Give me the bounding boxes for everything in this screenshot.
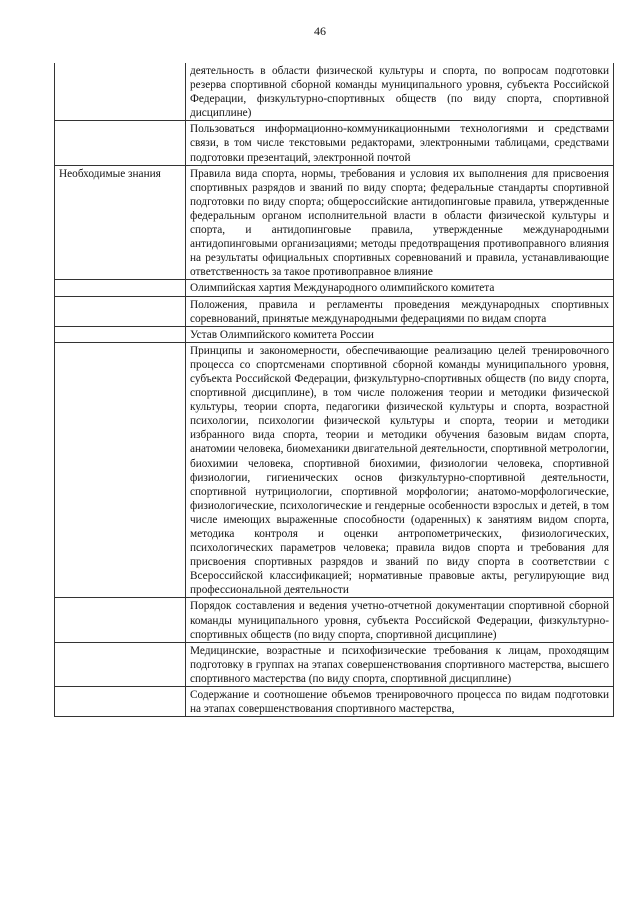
table-row <box>55 642 614 686</box>
row-label <box>55 642 186 686</box>
table-row <box>55 326 614 342</box>
row-label <box>55 63 186 121</box>
row-text: Пользоваться информационно-коммуникационными технологиями и средствами связи, в том числе текстовыми редакторами, электронными таблицами, средствами подготовки презентаций, электронной почтой <box>186 121 614 165</box>
section-label-required-knowledge: Необходимые знания <box>55 165 186 280</box>
row-text: Устав Олимпийского комитета России <box>186 326 614 342</box>
table-row <box>55 121 614 165</box>
table-row <box>55 63 614 121</box>
table-row <box>55 280 614 296</box>
row-text: Порядок составления и ведения учетно-отчетной документации спортивной сборной команды муниципального уровня, субъекта Российской Федерации, физкультурно-спортивных обществ (по виду спорта, спортивной дисциплине) <box>186 598 614 642</box>
row-text: Правила вида спорта, нормы, требования и условия их выполнения для присвоения спортивных разрядов и званий по виду спорта; федеральные стандарты спортивной подготовки по виду спорта; общероссийские антидопинговые правила, утвержденные федеральным органом исполнительной власти в области физической культуры и спорта, и антидопинговые правила, утвержденные международными антидопинговыми организациями; методы предотвращения противоправного влияния на результаты официальных спортивных соревнований и правила, устанавливающие ответственность за такое противоправное влияние <box>186 165 614 280</box>
row-text: Принципы и закономерности, обеспечивающие реализацию целей тренировочного процесса со спортсменами спортивной сборной команды муниципального уровня, субъекта Российской Федерации, физкультурно-спортивных обществ (по виду спорта, спортивной дисциплине), в том числе положения теории и методики физической культуры, теории спорта, педагогики физической культуры и спорта, возрастной психологии, психологии физической культуры и спорта, теории и методики избранного вида спорта, теории и методики обучения базовым видам спорта, анатомии человека, биомеханики двигательной деятельности, спортивной метрологии, биохимии человека, спортивной биохимии, физиологии человека, спортивной физиологии, гигиенических основ физкультурно-спортивной деятельности, спортивной нутрициологии, спортивной морфологии; анатомо-морфологические, физиологические, психологические и гендерные особенности взрослых и детей, в том числе имеющих выраженные способности (одаренных) к занятиям видом спорта, методика контроля и оценки антропометрических, физиологических, психологических параметров человека; правила видов спорта и требования для присвоения спортивных разрядов и званий по виду спорта в соответствии с Всероссийской классификацией; нормативные правовые акты, регулирующие вид профессиональной деятельности <box>186 342 614 598</box>
row-text: деятельность в области физической культуры и спорта, по вопросам подготовки резерва спортивной сборной команды муниципального уровня, субъекта Российской Федерации, физкультурно-спортивных обществ (по виду спорта, спортивной дисциплине) <box>186 63 614 121</box>
row-text: Медицинские, возрастные и психофизические требования к лицам, проходящим подготовку в группах на этапах совершенствования спортивного мастерства, высшего спортивного мастерства (по виду спорта, спортивной дисциплине) <box>186 642 614 686</box>
row-label <box>55 326 186 342</box>
table-row <box>55 342 614 598</box>
table-row <box>55 598 614 642</box>
row-text: Положения, правила и регламенты проведения международных спортивных соревнований, принятые международными федерациями по видам спорта <box>186 296 614 326</box>
row-label <box>55 280 186 296</box>
row-label <box>55 342 186 598</box>
knowledge-table <box>54 63 614 717</box>
table-row <box>55 687 614 717</box>
row-label <box>55 598 186 642</box>
table-row <box>55 296 614 326</box>
row-text: Содержание и соотношение объемов тренировочного процесса по видам подготовки на этапах совершенствования спортивного мастерства, <box>186 687 614 717</box>
table-row <box>55 165 614 280</box>
row-text: Олимпийская хартия Международного олимпийского комитета <box>186 280 614 296</box>
row-label <box>55 121 186 165</box>
page-number: 46 <box>314 24 326 38</box>
row-label <box>55 687 186 717</box>
row-label <box>55 296 186 326</box>
